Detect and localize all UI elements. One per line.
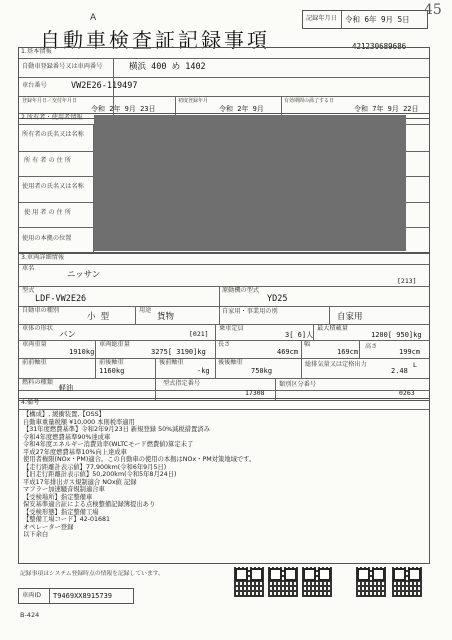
remarks-list [23, 411, 255, 539]
purpose-value: 自家用 [337, 312, 363, 322]
base-location-label: 使用の本拠の位置 [22, 235, 72, 242]
rear-rear-axle-label: 後後軸重 [218, 359, 243, 366]
spec-number-label: 型式指定番号 [163, 380, 201, 387]
reg-date-label: 登録年月日／交付年月日 [22, 98, 78, 104]
remark-line: 保安基準適合証による点検整備記録簿提出あり [23, 501, 156, 508]
chassis-label: 車台番号 [22, 82, 47, 89]
rear-front-axle-value: -kg [197, 367, 210, 375]
remark-line: マフラー加速騒音規制適合車 [23, 486, 105, 493]
gross-weight-label: 車両総重量 [99, 341, 130, 348]
qr-code [392, 567, 422, 597]
qr-code [234, 567, 264, 597]
user-address-label: 使 用 者 の 住 所 [24, 209, 71, 216]
redacted-owner-info [94, 115, 406, 251]
max-load-label: 最大積載量 [317, 325, 348, 332]
remark-line: 令和4年度燃費基準90%達成車 [23, 433, 111, 441]
remark-line: 【受検場所】指定整備車 [23, 493, 93, 501]
doc-letter: A [90, 13, 97, 23]
fuel-value: 軽油 [59, 384, 73, 392]
car-name-label: 車名 [22, 265, 35, 272]
record-date-value: 令和 6年 9月 5日 [345, 15, 410, 24]
vehicle-id-value: T9469XX8915739 [53, 592, 113, 600]
record-date-label: 記録年月日 [306, 15, 337, 22]
displacement-value: 2.48 [391, 367, 408, 375]
remark-line: 以下余白 [23, 531, 49, 538]
car-name-value: ニッサン [67, 270, 101, 280]
capacity-value: 3[ 6]人 [285, 331, 314, 339]
remark-line: 平成17年排出ガス規制適合 NOx値 記録 [23, 478, 137, 486]
remarks-section-title: 4.備考 [21, 399, 40, 406]
front-front-axle-label: 前前軸重 [22, 359, 47, 366]
displacement-unit: L [413, 361, 417, 369]
rear-rear-axle-value: 750kg [251, 367, 273, 375]
max-load-value: 1200[ 950]kg [371, 331, 422, 339]
length-value: 469cm [277, 348, 299, 356]
width-value: 169cm [337, 348, 359, 356]
vehicle-id-box [18, 588, 134, 604]
length-label: 長さ [218, 341, 231, 348]
footer-notice: 記録事項はシステム登録時点の情報を記録しています。 [20, 571, 164, 577]
class-number-label: 類別区分番号 [279, 381, 317, 388]
front-rear-axle-value: 1160kg [99, 367, 125, 375]
page-code: B-424 [20, 611, 40, 619]
chassis-value: VW2E26-119497 [71, 81, 138, 91]
spec-number-value: 17308 [245, 389, 265, 397]
remark-line: オペレーター登録 [23, 523, 74, 531]
height-label: 高さ [365, 343, 378, 350]
rear-front-axle-label: 後前軸重 [159, 359, 184, 366]
remark-line: 【走行距離計表示値】77,900km(令和6年9月5日) [23, 463, 167, 471]
weight-label: 車両重量 [22, 341, 47, 348]
qr-code [302, 567, 332, 597]
model-value: LDF-VW2E26 [35, 294, 87, 304]
vehicle-id-label: 車両ID [22, 592, 41, 599]
first-reg-label: 初度登録年月 [178, 98, 209, 104]
page-title: 自動車検査証記録事項 [40, 28, 270, 52]
car-name-code: [213] [397, 277, 417, 285]
remark-line: 平成27年度燃費基準10%向上達成車 [23, 448, 127, 456]
body-value: バン [59, 330, 77, 340]
remark-line: 【整備工場コード】42-01681 [23, 516, 110, 523]
owner-name-label: 所有者の氏名又は名称 [22, 131, 84, 138]
class-number-value: 0263 [399, 389, 415, 397]
expiry-value: 令和 7年 9月 22日 [354, 105, 419, 113]
qr-code [356, 567, 386, 597]
user-name-label: 使用者の氏名又は名称 [22, 183, 84, 190]
model-label: 型式 [22, 287, 35, 294]
basic-info-section [18, 47, 430, 119]
vehicle-section [18, 253, 430, 401]
engine-value: YD25 [267, 294, 288, 304]
body-label: 車体の形状 [22, 325, 53, 332]
serial-number: 421230689686 [352, 42, 407, 51]
engine-label: 原動機の型式 [222, 287, 260, 294]
vehicle-section-title: 3.車両詳細情報 [21, 254, 65, 261]
remark-line: 【31年度燃費基準】令和2年9月23日 新規登録 50%減税措置済み [23, 426, 210, 433]
first-reg-value: 令和 2年 9月 [219, 105, 264, 113]
qr-code [268, 567, 298, 597]
use-value: 貨物 [157, 312, 175, 322]
capacity-label: 乗車定員 [219, 325, 244, 332]
purpose-label: 自家用・事業用の別 [222, 308, 278, 315]
weight-value: 1910kg [69, 348, 95, 356]
remark-line: 令和4年度エネルギー消費効率(WLTCモード燃費値)算定未了 [23, 441, 194, 448]
vehicle-type-value: 小 型 [87, 312, 110, 322]
remark-line: 【旧走行距離計表示値】50,200km(令和5年8月24日) [23, 471, 177, 478]
reg-number-value: 横浜 400 め 1402 [129, 62, 206, 72]
front-rear-axle-label: 前後軸重 [99, 359, 124, 366]
remarks-section [18, 398, 430, 564]
height-value: 199cm [399, 348, 421, 356]
basic-section-title: 1.基本情報 [21, 48, 52, 55]
corner-mark: 45 [424, 2, 442, 18]
gross-weight-value: 3275[ 3190]kg [151, 348, 206, 356]
remark-line: 自動車重量税額 ¥10,000 本則税率適用 [23, 418, 135, 426]
use-label: 用途 [139, 307, 152, 314]
record-date-box [302, 10, 428, 29]
owner-address-label: 所 有 者 の 住 所 [24, 157, 71, 164]
reg-number-label: 自動車登録番号又は車両番号 [22, 63, 103, 70]
expiry-label: 有効期間の満了する日 [284, 98, 335, 104]
remark-line: 【構成】, 緩衝装置,【OSS】 [23, 411, 105, 418]
vehicle-type-label: 自動車の種別 [22, 307, 60, 314]
body-code: [021] [189, 330, 209, 338]
remark-line: 使用者権限(NOx・PM)適合。この自動車の使用の本拠はNOx・PM対策地域です。 [23, 456, 256, 463]
remark-line: 【受検形態】指定整備工場 [23, 508, 99, 516]
width-label: 幅 [304, 341, 311, 348]
fuel-label: 燃料の種類 [22, 379, 53, 386]
displacement-label: 総排気量又は定格出力 [305, 361, 367, 368]
owner-section-title: 2.所有者・使用者情報 [21, 114, 83, 121]
reg-date-value: 令和 2年 9月 23日 [91, 105, 156, 113]
